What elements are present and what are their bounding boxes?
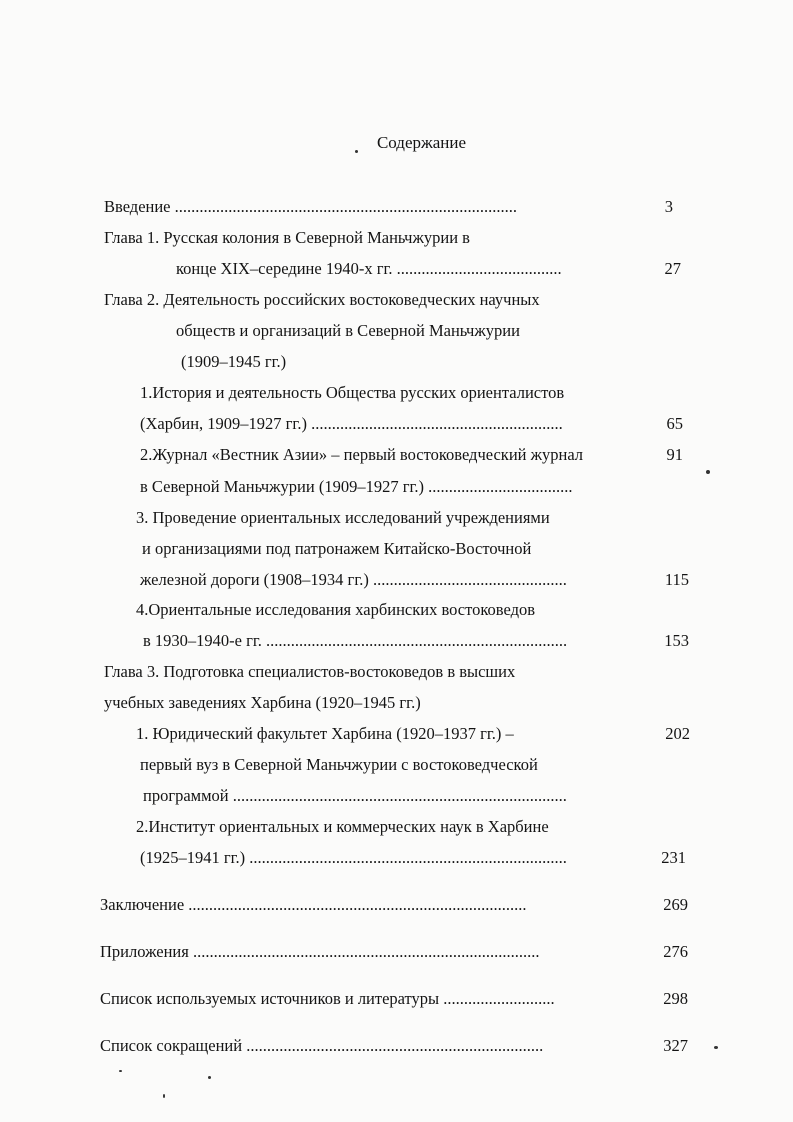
toc-line-section-3-2-cont: (1925–1941 гг.) ............................................................................. (140, 848, 567, 867)
toc-line-section-2-3: 3. Проведение ориентальных исследований учреждениями (136, 508, 550, 527)
scan-speck (714, 1046, 718, 1049)
page-number: 91 (666, 445, 683, 464)
page-number: 153 (664, 631, 689, 650)
toc-line-appendices: Приложения .................................................................................... (100, 942, 540, 961)
toc-line-chapter-2: Глава 2. Деятельность российских востоковедческих научных (104, 290, 540, 309)
toc-line-section-2-4: 4.Ориентальные исследования харбинских востоковедов (136, 600, 536, 619)
toc-line-section-2-4-cont: в 1930–1940-е гг. ......................................................................... (143, 631, 568, 650)
toc-line-section-2-2-cont: в Северной Маньчжурии (1909–1927 гг.) ................................... (140, 477, 573, 496)
page-number: 65 (666, 414, 683, 433)
toc-line-section-3-2: 2.Институт ориентальных и коммерческих наук в Харбине (136, 817, 549, 836)
page-number: 327 (663, 1036, 688, 1055)
toc-line-section-3-1-cont: первый вуз в Северной Маньчжурии с востоковедческой (140, 755, 538, 774)
toc-line-abbreviations: Список сокращений ........................................................................ (100, 1036, 544, 1055)
page-title: Содержание (376, 133, 467, 152)
page-number: 115 (664, 570, 689, 589)
toc-line-section-3-1: 1. Юридический факультет Харбина (1920–1937 гг.) – (136, 724, 514, 743)
page-number: 202 (665, 724, 690, 743)
toc-line-chapter-3-cont: учебных заведениях Харбина (1920–1945 гг.) (104, 693, 421, 712)
page-number: 298 (663, 989, 688, 1008)
scan-speck (706, 470, 710, 474)
toc-line-sources: Список используемых источников и литературы ........................... (100, 989, 555, 1008)
toc-line-chapter-1-cont: конце XIX–середине 1940-х гг. ........................................ (176, 259, 562, 278)
scan-speck (355, 150, 358, 153)
toc-line-section-2-3-cont2: железной дороги (1908–1934 гг.) ............................................... (140, 570, 567, 589)
toc-line-chapter-2-cont: обществ и организаций в Северной Маньчжурии (176, 321, 520, 340)
page-number: 269 (663, 895, 688, 914)
toc-line-section-2-2: 2.Журнал «Вестник Азии» – первый востоковедческий журнал (140, 445, 584, 464)
toc-line-chapter-1: Глава 1. Русская колония в Северной Маньчжурии в (104, 228, 470, 247)
scan-speck (208, 1076, 211, 1079)
toc-line-chapter-2-years: (1909–1945 гг.) (181, 352, 287, 371)
toc-line-section-2-1: 1.История и деятельность Общества русских ориенталистов (140, 383, 565, 402)
page-number: 3 (664, 197, 673, 216)
toc-line-introduction: Введение ................................................................................... (104, 197, 518, 216)
scan-speck (163, 1094, 165, 1098)
page-number: 27 (664, 259, 681, 278)
toc-line-section-2-3-cont: и организациями под патронажем Китайско-Восточной (142, 539, 532, 558)
scan-speck (119, 1070, 122, 1072)
page-number: 276 (663, 942, 688, 961)
toc-line-section-3-1-cont2: программой ................................................................................. (143, 786, 567, 805)
toc-line-section-2-1-cont: (Харбин, 1909–1927 гг.) ............................................................. (140, 414, 563, 433)
page-number: 231 (661, 848, 686, 867)
toc-line-conclusion: Заключение .................................................................................. (100, 895, 527, 914)
toc-line-chapter-3: Глава 3. Подготовка специалистов-востоковедов в высших (104, 662, 516, 681)
